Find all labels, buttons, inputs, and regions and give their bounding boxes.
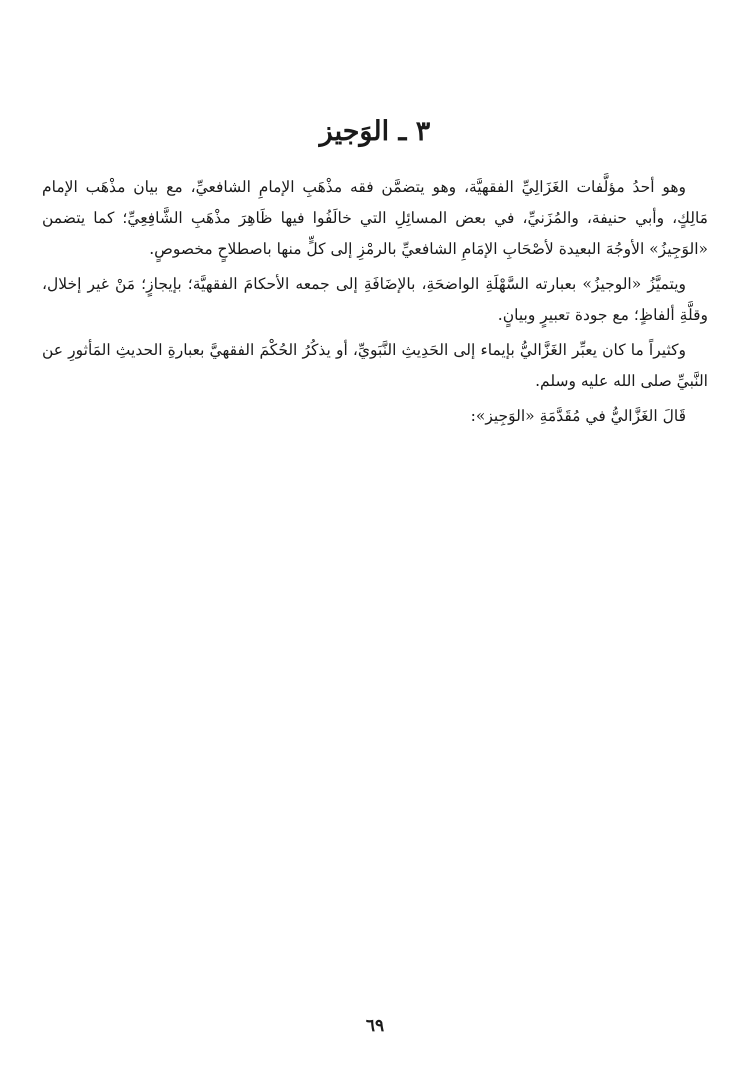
- paragraph-1: وهو أحدُ مؤلَّفات الغَزَالِيِّ الفقهيَّة، وهو يتضمَّن فقه مذْهَبِ الإمامِ الشافعيِّ، مع بيان مذْهَب الإمام مَالِكٍ، وأبي حنيفة، والمُزَنيِّ، في بعض المسائِلِ التي خالَفُوا فيها ظَاهِرَ مذْهَبِ الشَّافِعِيِّ؛ كما يتضمن «الوَجِيزُ» الأوجُهَ البعيدة لأصْحَابِ الإمَامِ الشافعيِّ بالرمْزِ إلى كلٍّ منها باصطلاحٍ مخصوصٍ.: [42, 178, 708, 258]
- body-text: [42, 172, 708, 436]
- paragraph-3: وكثيراً ما كان يعبِّر الغَزَّاليُّ بإيماء إلى الحَدِيثِ النَّبَويِّ، أو يذكُرُ الحُكْمَ الفقهيَّ بعبارةِ الحديثِ المَأثورِ عن النَّبيِّ صلى الله عليه وسلم.: [42, 341, 708, 390]
- quote-intro: قَالَ الغَزَّاليُّ في مُقَدَّمَةِ «الوَجِيز»:: [470, 407, 686, 425]
- section-title: ٣ ـ الوَجيز: [319, 116, 431, 147]
- paragraph-2: ويتميَّزُ «الوجيزُ» بعبارته السَّهْلَةِ الواضحَةِ، بالإضَافَةِ إلى جمعه الأحكامَ الفقهيَّة؛ بإيجازٍ؛ مَنْ غير إخلال، وقلَّةِ ألفاظٍ؛ مع جودة تعبيرٍ وبيانٍ.: [42, 275, 708, 324]
- page-number: ٦٩: [365, 1016, 385, 1036]
